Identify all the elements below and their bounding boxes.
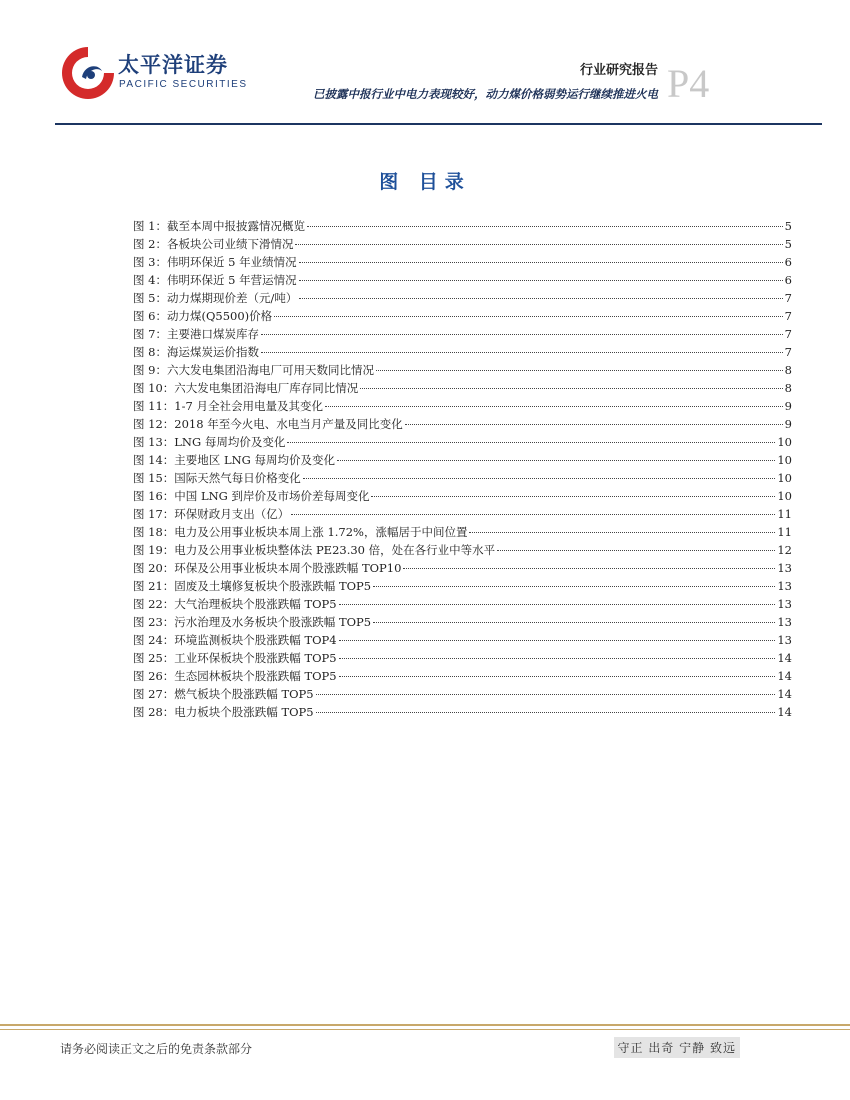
toc-item[interactable] — [133, 235, 792, 253]
toc-item-label: 图 22：大气治理板块个股涨跌幅 TOP5 — [133, 597, 337, 611]
toc-item-label: 图 12：2018 年至今火电、水电当月产量及同比变化 — [133, 417, 403, 431]
toc-item-page: 13 — [777, 615, 792, 629]
toc-item-label: 图 1：截至本周中报披露情况概览 — [133, 219, 305, 233]
toc-dot-leader — [469, 532, 775, 533]
toc-item[interactable] — [133, 289, 792, 307]
toc-dot-leader — [373, 622, 775, 623]
toc-item-label: 图 14：主要地区 LNG 每周均价及变化 — [133, 453, 335, 467]
toc-item-page: 8 — [784, 363, 792, 377]
toc-item-label: 图 21：固废及土壤修复板块个股涨跌幅 TOP5 — [133, 579, 372, 593]
toc-item[interactable] — [133, 325, 792, 343]
toc-item-page: 10 — [777, 489, 792, 503]
toc-item-label: 图 23：污水治理及水务板块个股涨跌幅 TOP5 — [133, 615, 372, 629]
toc-item[interactable] — [133, 631, 792, 649]
toc-item-label: 图 13：LNG 每周均价及变化 — [133, 435, 286, 449]
toc-item-page: 13 — [777, 597, 792, 611]
toc-item[interactable] — [133, 595, 792, 613]
toc-item-page: 10 — [777, 453, 792, 467]
toc-dot-leader — [405, 424, 783, 425]
toc-dot-leader — [376, 370, 783, 371]
toc-item[interactable] — [133, 667, 792, 685]
toc-item[interactable] — [133, 361, 792, 379]
toc-title: 图 目录 — [379, 171, 471, 193]
toc-item[interactable] — [133, 433, 792, 451]
toc-item[interactable] — [133, 307, 792, 325]
toc-item-label: 图 17：环保财政月支出（亿） — [133, 507, 290, 521]
toc-item[interactable] — [133, 271, 792, 289]
report-subtitle: 已披露中报行业中电力表现较好，动力煤价格弱势运行继续推进火电 — [313, 87, 658, 101]
toc-item-label: 图 11：1-7 月全社会用电量及其变化 — [133, 399, 323, 413]
toc-dot-leader — [339, 676, 776, 677]
toc-dot-leader — [337, 460, 775, 461]
toc-dot-leader — [316, 712, 776, 713]
toc-item-page: 7 — [784, 345, 792, 359]
toc-item-page: 9 — [784, 417, 792, 431]
toc-item-page: 13 — [777, 633, 792, 647]
toc-item-label: 图 24：环境监测板块个股涨跌幅 TOP4 — [133, 633, 337, 647]
toc-dot-leader — [339, 604, 776, 605]
toc-item-page: 10 — [777, 435, 792, 449]
toc-item-label: 图 2：各板块公司业绩下滑情况 — [133, 237, 294, 251]
toc-dot-leader — [403, 568, 775, 569]
toc-item-page: 13 — [777, 561, 792, 575]
toc-item-page: 14 — [777, 687, 792, 701]
toc-item-page: 13 — [777, 579, 792, 593]
company-logo — [58, 43, 248, 105]
toc-dot-leader — [299, 298, 782, 299]
toc-dot-leader — [261, 334, 783, 335]
toc-dot-leader — [299, 262, 783, 263]
toc-dot-leader — [287, 442, 775, 443]
toc-item-page: 11 — [777, 525, 792, 539]
toc-item[interactable] — [133, 523, 792, 541]
header-divider — [55, 123, 822, 125]
footer-divider-thin — [0, 1029, 850, 1030]
toc-item[interactable] — [133, 703, 792, 721]
toc-item-label: 图 15：国际天然气每日价格变化 — [133, 471, 301, 485]
toc-item-page: 7 — [784, 327, 792, 341]
footer-disclaimer: 请务必阅读正文之后的免责条款部分 — [60, 1042, 253, 1056]
toc-dot-leader — [371, 496, 775, 497]
toc-item-page: 12 — [777, 543, 792, 557]
toc-dot-leader — [303, 478, 776, 479]
toc-dot-leader — [339, 640, 776, 641]
toc-item-label: 图 27：燃气板块个股涨跌幅 TOP5 — [133, 687, 314, 701]
toc-item[interactable] — [133, 397, 792, 415]
toc-item[interactable] — [133, 613, 792, 631]
toc-dot-leader — [339, 658, 776, 659]
toc-dot-leader — [316, 694, 776, 695]
toc-item-page: 5 — [784, 237, 792, 251]
toc-item-label: 图 7：主要港口煤炭库存 — [133, 327, 259, 341]
toc-item[interactable] — [133, 541, 792, 559]
toc-dot-leader — [373, 586, 775, 587]
toc-item-label: 图 25：工业环保板块个股涨跌幅 TOP5 — [133, 651, 337, 665]
footer-divider — [0, 1024, 850, 1026]
toc-item-label: 图 28：电力板块个股涨跌幅 TOP5 — [133, 705, 314, 719]
toc-item-label: 图 9：六大发电集团沿海电厂可用天数同比情况 — [133, 363, 374, 377]
toc-item-label: 图 3：伟明环保近 5 年业绩情况 — [133, 255, 297, 269]
toc-item[interactable] — [133, 253, 792, 271]
toc-item[interactable] — [133, 469, 792, 487]
toc-item[interactable] — [133, 217, 792, 235]
toc-item-page: 6 — [784, 273, 792, 287]
toc-dot-leader — [497, 550, 775, 551]
toc-item-page: 7 — [784, 291, 792, 305]
toc-dot-leader — [274, 316, 783, 317]
toc-item[interactable] — [133, 685, 792, 703]
toc-item-page: 11 — [777, 507, 792, 521]
toc-item-label: 图 16：中国 LNG 到岸价及市场价差每周变化 — [133, 489, 370, 503]
pacific-securities-logo-icon — [58, 43, 118, 103]
toc-item[interactable] — [133, 577, 792, 595]
toc-dot-leader — [325, 406, 783, 407]
toc-item[interactable] — [133, 415, 792, 433]
page-number: P4 — [667, 61, 710, 106]
toc-dot-leader — [295, 244, 782, 245]
figure-table-of-contents — [133, 217, 792, 721]
toc-item[interactable] — [133, 451, 792, 469]
footer-motto: 守正 出奇 宁静 致远 — [614, 1037, 740, 1058]
toc-item-page: 14 — [777, 669, 792, 683]
toc-item-page: 5 — [784, 219, 792, 233]
toc-dot-leader — [261, 352, 783, 353]
toc-item-page: 8 — [784, 381, 792, 395]
toc-item-page: 7 — [784, 309, 792, 323]
toc-item[interactable] — [133, 505, 792, 523]
toc-item-label: 图 6：动力煤(Q5500)价格 — [133, 309, 273, 323]
toc-item-label: 图 5：动力煤期现价差（元/吨） — [133, 291, 298, 305]
toc-item[interactable] — [133, 649, 792, 667]
toc-item-page: 14 — [777, 651, 792, 665]
toc-dot-leader — [291, 514, 775, 515]
toc-item-page: 6 — [784, 255, 792, 269]
toc-item-page: 10 — [777, 471, 792, 485]
toc-item-page: 14 — [777, 705, 792, 719]
logo-english-name: PACIFIC SECURITIES — [119, 79, 248, 90]
toc-item[interactable] — [133, 559, 792, 577]
toc-item[interactable] — [133, 379, 792, 397]
toc-item-label: 图 8：海运煤炭运价指数 — [133, 345, 259, 359]
toc-item[interactable] — [133, 343, 792, 361]
toc-item-page: 9 — [784, 399, 792, 413]
toc-item-label: 图 4：伟明环保近 5 年营运情况 — [133, 273, 297, 287]
toc-item[interactable] — [133, 487, 792, 505]
toc-item-label: 图 26：生态园林板块个股涨跌幅 TOP5 — [133, 669, 337, 683]
toc-item-label: 图 20：环保及公用事业板块本周个股涨跌幅 TOP10 — [133, 561, 402, 575]
logo-chinese-name: 太平洋证券 — [118, 53, 228, 77]
toc-dot-leader — [360, 388, 782, 389]
toc-dot-leader — [299, 280, 783, 281]
toc-item-label: 图 10：六大发电集团沿海电厂库存同比情况 — [133, 381, 359, 395]
toc-item-label: 图 18：电力及公用事业板块本周上涨 1.72%，涨幅居于中间位置 — [133, 525, 468, 539]
toc-dot-leader — [307, 226, 783, 227]
report-type: 行业研究报告 — [579, 63, 658, 78]
toc-item-label: 图 19：电力及公用事业板块整体法 PE23.30 倍，处在各行业中等水平 — [133, 543, 496, 557]
